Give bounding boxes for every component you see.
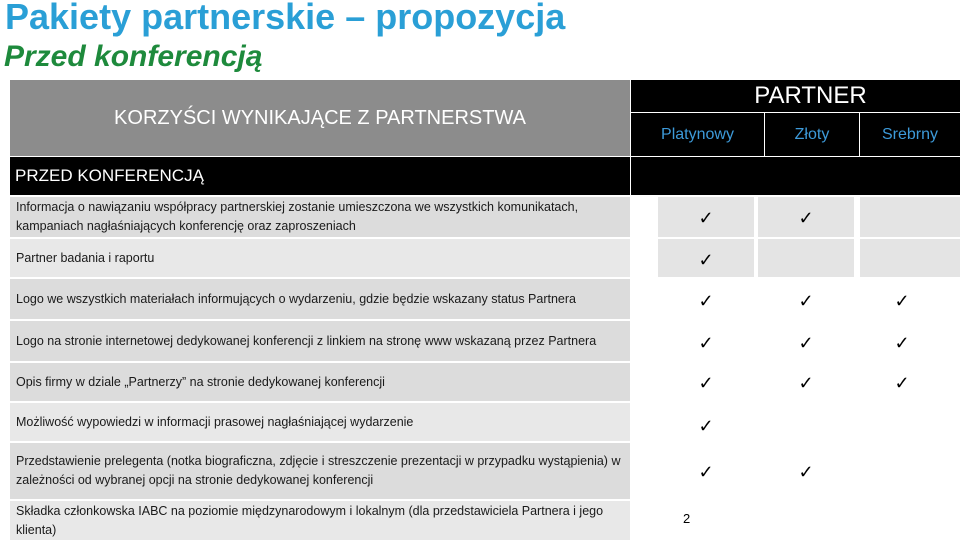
tier-zloty: Złoty — [765, 113, 859, 156]
benefit-row-3: Logo we wszystkich materiałach informujących o wydarzeniu, gdzie będzie wskazany status Partnera — [10, 279, 630, 319]
partner-header: PARTNER — [631, 80, 960, 112]
benefit-row-4: Logo na stronie internetowej dedykowanej konferencji z linkiem na stronę www wskazaną przez Partnera — [10, 321, 630, 361]
tier-srebrny: Srebrny — [860, 113, 960, 156]
check-icon: ✓ — [798, 333, 814, 353]
check-icon: ✓ — [698, 291, 714, 311]
check-icon: ✓ — [894, 373, 910, 393]
tier-platynowy: Platynowy — [631, 113, 764, 156]
benefit-row-7: Przedstawienie prelegenta (notka biograficzna, zdjęcie i streszczenie prezentacji w przypadku wystąpienia) w zależności od wybranej opcji na stronie dedykowanej konferencji — [10, 443, 630, 499]
page-title: Pakiety partnerskie – propozycja — [5, 0, 566, 37]
check-icon: ✓ — [698, 208, 714, 228]
grid-cell — [758, 239, 854, 277]
page-number: 2 — [683, 511, 691, 526]
section-header: PRZED KONFERENCJĄ — [10, 157, 630, 195]
benefit-row-1: Informacja o nawiązaniu współpracy partnerskiej zostanie umieszczona we wszystkich komunikatach, kampaniach nagłaśniających konferencję oraz zaproszeniach — [10, 197, 630, 237]
check-icon: ✓ — [798, 208, 814, 228]
benefits-header: KORZYŚCI WYNIKAJĄCE Z PARTNERSTWA — [114, 106, 526, 129]
benefit-row-6: Możliwość wypowiedzi w informacji prasowej nagłaśniającej wydarzenie — [10, 403, 630, 441]
check-icon: ✓ — [894, 333, 910, 353]
check-icon: ✓ — [698, 333, 714, 353]
benefit-row-2: Partner badania i raportu — [10, 239, 630, 277]
check-icon: ✓ — [798, 291, 814, 311]
section-header-fill — [631, 157, 960, 195]
check-icon: ✓ — [698, 373, 714, 393]
check-icon: ✓ — [698, 416, 714, 436]
grid-cell — [860, 197, 960, 237]
check-icon: ✓ — [798, 373, 814, 393]
check-icon: ✓ — [798, 462, 814, 482]
check-icon: ✓ — [894, 291, 910, 311]
page-subtitle: Przed konferencją — [4, 40, 263, 73]
check-icon: ✓ — [698, 462, 714, 482]
benefit-row-8: Składka członkowska IABC na poziomie międzynarodowym i lokalnym (dla przedstawiciela Partnera i jego klienta) — [10, 501, 630, 540]
benefit-row-5: Opis firmy w dziale „Partnerzy” na stronie dedykowanej konferencji — [10, 363, 630, 401]
grid-cell — [860, 239, 960, 277]
check-icon: ✓ — [698, 250, 714, 270]
